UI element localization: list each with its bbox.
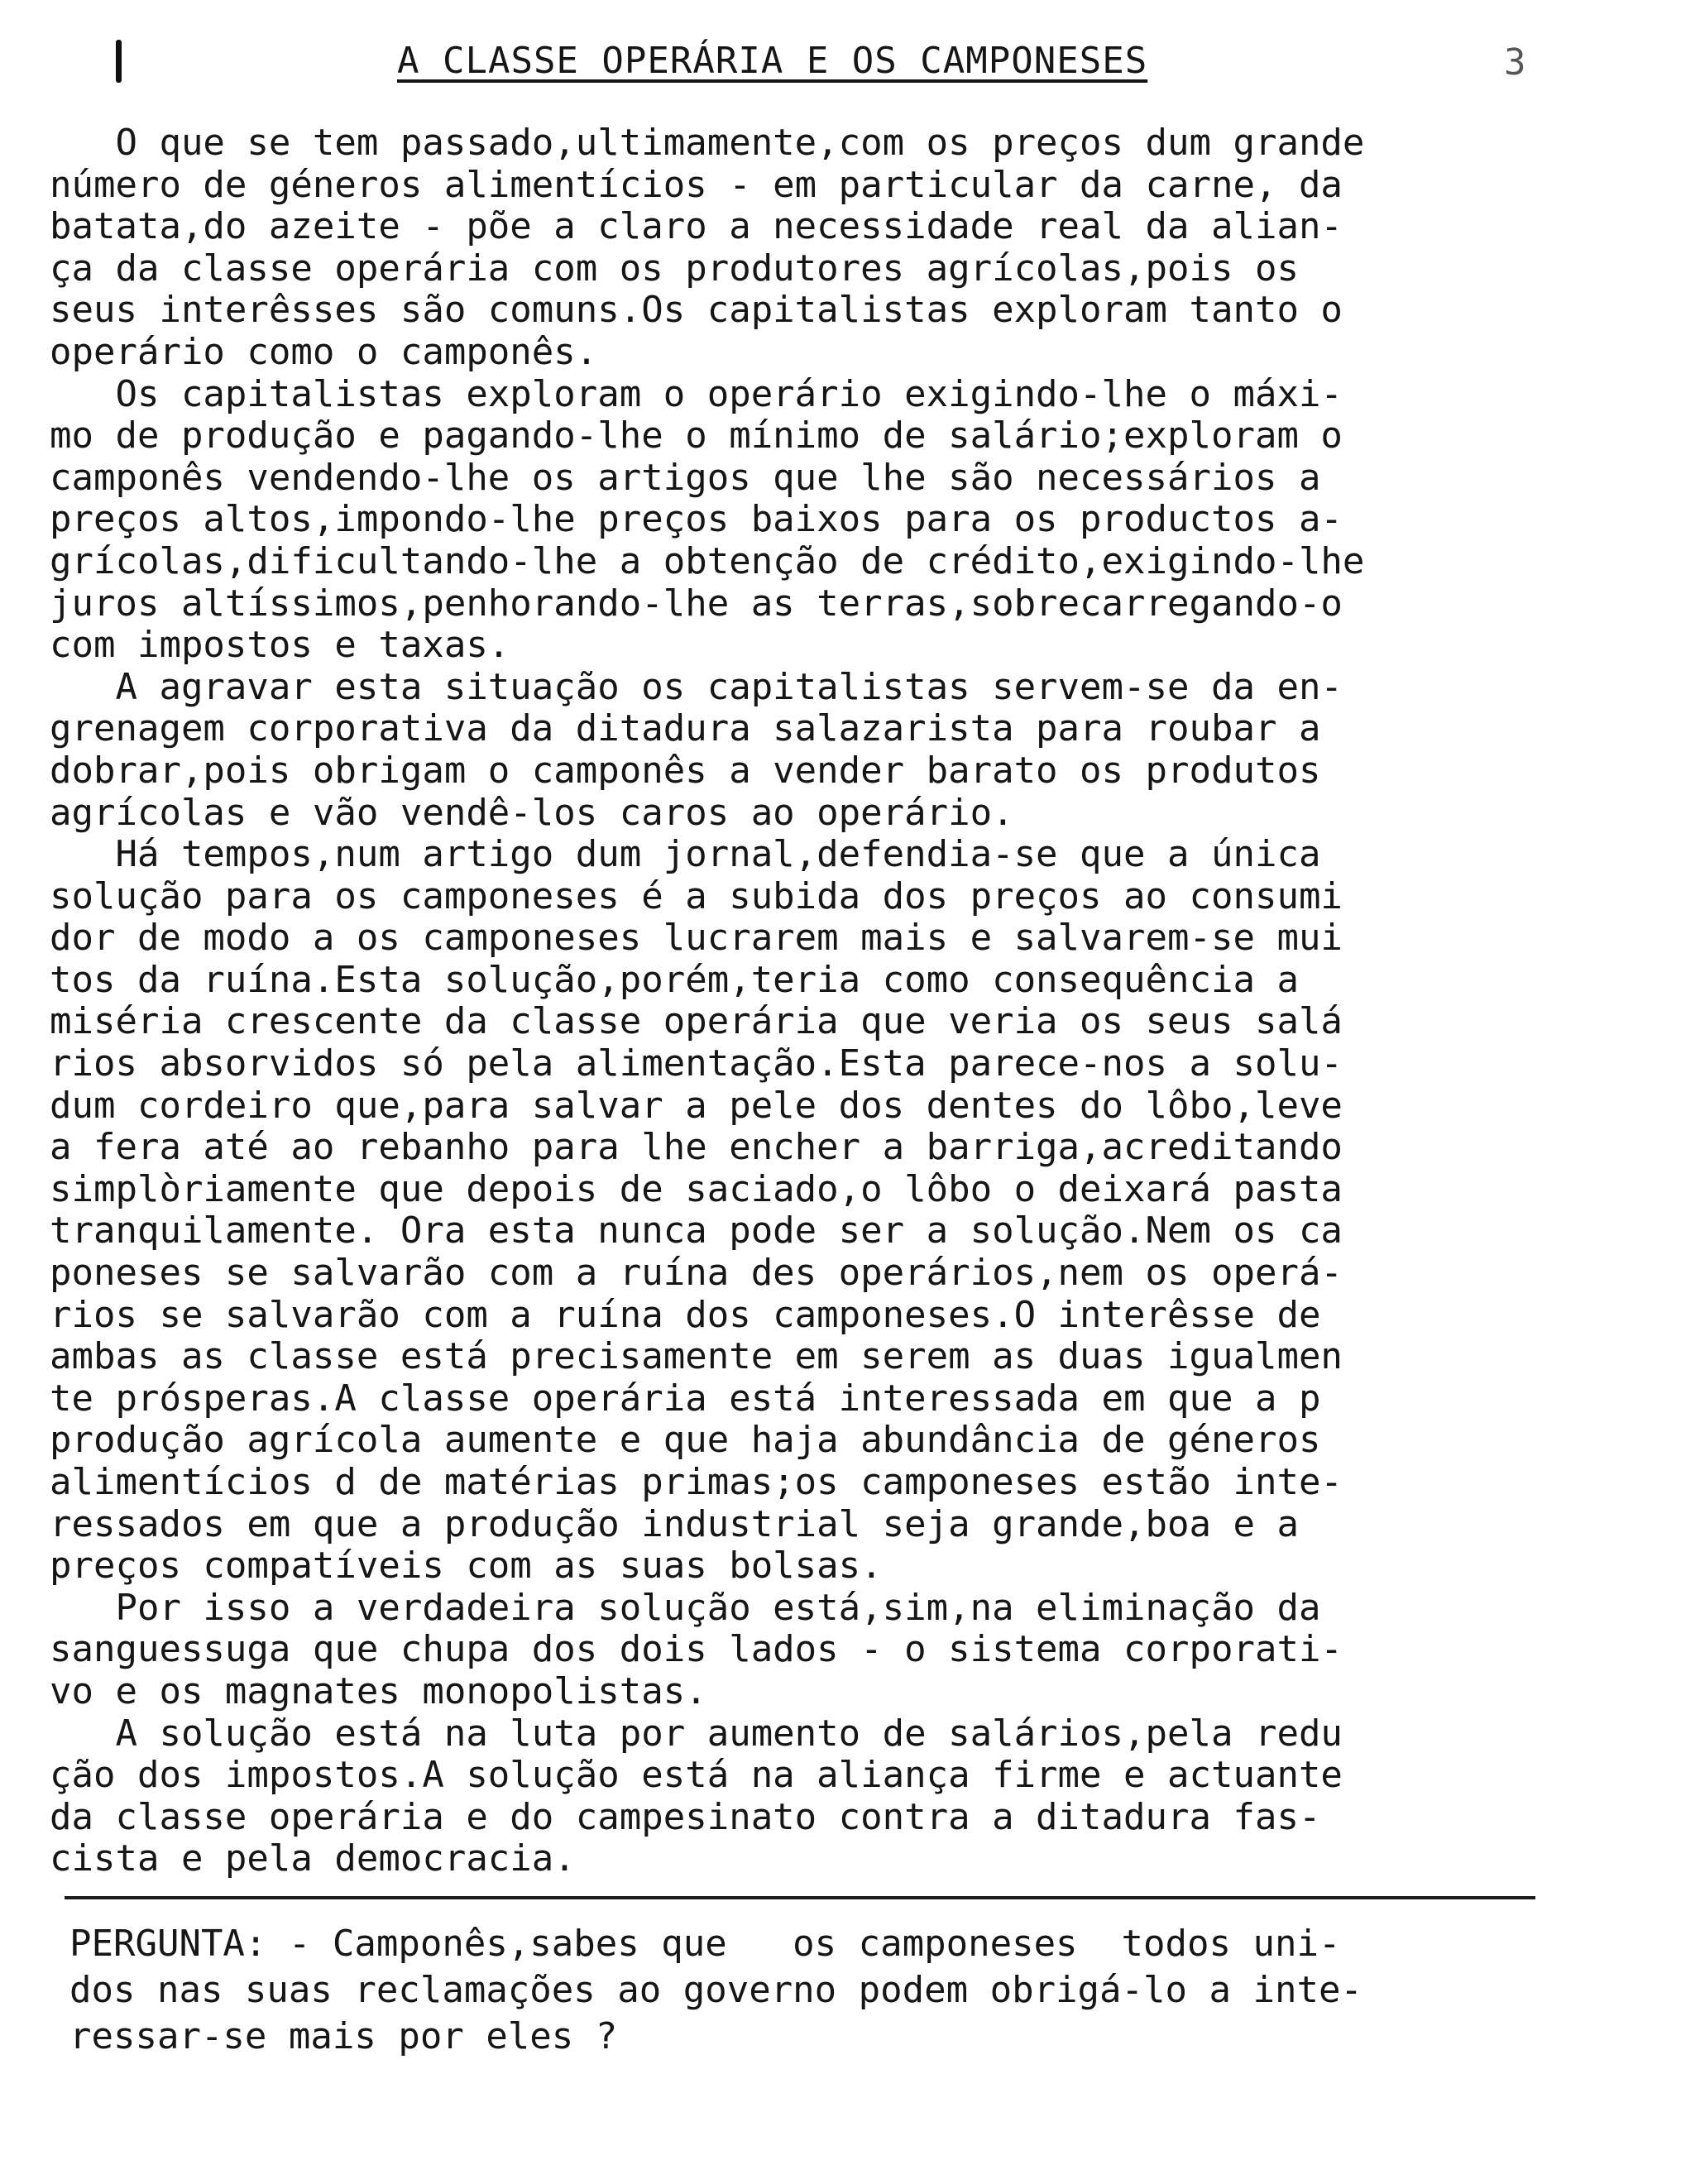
body-text-line: sanguessuga que chupa dos dois lados - o sistema corporati-	[50, 1628, 1343, 1671]
body-text-line: tranquilamente. Ora esta nunca pode ser a solução.Nem os ca	[50, 1209, 1343, 1252]
body-text-line: solução para os camponeses é a subida dos preços ao consumi	[50, 874, 1343, 917]
body-text-line: grícolas,dificultando-lhe a obtenção de crédito,exigindo-lhe	[50, 539, 1365, 582]
body-text-line: te prósperas.A classe operária está interessada em que a p	[50, 1377, 1321, 1420]
page-number: 3	[1504, 41, 1526, 84]
body-text-line: O que se tem passado,ultimamente,com os preços dum grande	[50, 122, 1365, 164]
margin-mark	[116, 40, 122, 83]
body-text-line: vo e os magnates monopolistas.	[50, 1669, 707, 1712]
body-text-line: poneses se salvarão com a ruína des operários,nem os operá-	[50, 1252, 1343, 1295]
body-text-line: simplòriamente que depois de saciado,o lôbo o deixará pasta	[50, 1167, 1343, 1210]
body-text-line: mo de produção e pagando-lhe o mínimo de salário;exploram o	[50, 414, 1343, 457]
body-text-line: preços altos,impondo-lhe preços baixos para os productos a-	[50, 498, 1343, 541]
body-text-line: operário como o camponês.	[50, 330, 598, 373]
body-text-line: cista e pela democracia.	[50, 1837, 576, 1880]
question-text-line: PERGUNTA: - Camponês,sabes que os camponeses todos uni-	[69, 1923, 1341, 1965]
body-text-line: batata,do azeite - põe a claro a necessidade real da alian-	[50, 205, 1343, 248]
body-text-line: dum cordeiro que,para salvar a pele dos dentes do lôbo,leve	[50, 1084, 1343, 1127]
body-text-line: ção dos impostos.A solução está na aliança firme e actuante	[50, 1754, 1343, 1797]
body-text-line: da classe operária e do campesinato contra a ditadura fas-	[50, 1795, 1321, 1838]
body-text-line: com impostos e taxas.	[50, 624, 510, 667]
body-text-line: produção agrícola aumente e que haja abundância de géneros	[50, 1419, 1321, 1462]
body-text-line: a fera até ao rebanho para lhe encher a barriga,acreditando	[50, 1126, 1343, 1169]
body-text-line: dor de modo a os camponeses lucrarem mais e salvarem-se mui	[50, 917, 1343, 960]
body-text-line: agrícolas e vão vendê-los caros ao operário.	[50, 791, 1014, 834]
body-text-line: ça da classe operária com os produtores agrícolas,pois os	[50, 247, 1299, 290]
article-body	[50, 122, 1539, 1880]
question-box	[69, 1921, 1542, 2060]
body-text-line: grenagem corporativa da ditadura salazarista para roubar a	[50, 707, 1321, 750]
body-text-line: ressados em que a produção industrial seja grande,boa e a	[50, 1502, 1299, 1545]
body-text-line: ambas as classe está precisamente em serem as duas igualmen	[50, 1335, 1343, 1378]
body-text-line: A solução está na luta por aumento de salários,pela redu	[50, 1712, 1343, 1755]
body-text-line: miséria crescente da classe operária que veria os seus salá	[50, 1000, 1343, 1043]
body-text-line: número de géneros alimentícios - em particular da carne, da	[50, 163, 1343, 206]
question-text-line: ressar-se mais por eles ?	[69, 2015, 618, 2057]
body-text-line: dobrar,pois obrigam o camponês a vender barato os produtos	[50, 749, 1321, 792]
body-text-line: seus interêsses são comuns.Os capitalistas exploram tanto o	[50, 289, 1343, 332]
body-text-line: preços compatíveis com as suas bolsas.	[50, 1545, 883, 1588]
body-text-line: rios absorvidos só pela alimentação.Esta parece-nos a solu-	[50, 1042, 1343, 1085]
section-divider	[65, 1896, 1535, 1899]
body-text-line: alimentícios d de matérias primas;os camponeses estão inte-	[50, 1461, 1343, 1503]
body-text-line: rios se salvarão com a ruína dos camponeses.O interêsse de	[50, 1293, 1321, 1336]
page-title: A CLASSE OPERÁRIA E OS CAMPONESES	[397, 40, 1148, 82]
body-text-line: Os capitalistas exploram o operário exigindo-lhe o máxi-	[50, 372, 1343, 415]
body-text-line: camponês vendendo-lhe os artigos que lhe são necessários a	[50, 456, 1321, 499]
body-text-line: tos da ruína.Esta solução,porém,teria como consequência a	[50, 958, 1299, 1001]
body-text-line: Há tempos,num artigo dum jornal,defendia-se que a única	[50, 833, 1321, 876]
body-text-line: juros altíssimos,penhorando-lhe as terras,sobrecarregando-o	[50, 582, 1343, 625]
body-text-line: Por isso a verdadeira solução está,sim,na eliminação da	[50, 1586, 1321, 1629]
question-text-line: dos nas suas reclamações ao governo podem obrigá-lo a inte-	[69, 1969, 1363, 2011]
body-text-line: A agravar esta situação os capitalistas servem-se da en-	[50, 665, 1343, 708]
